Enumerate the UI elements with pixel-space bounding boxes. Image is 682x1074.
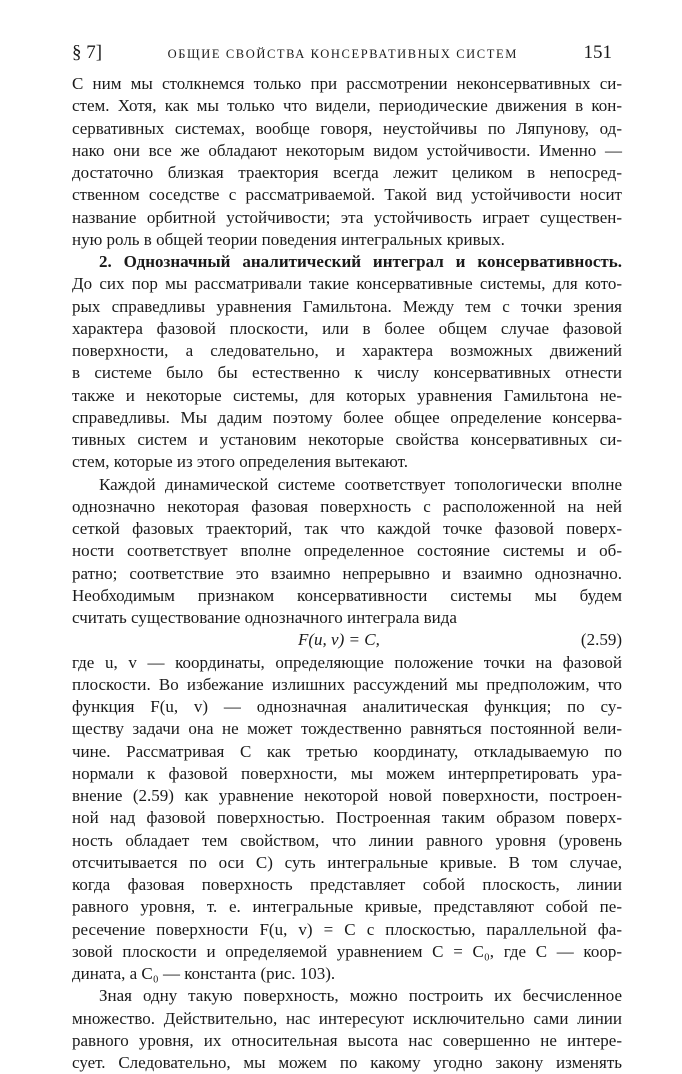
text-line: Каждой динамической системе соответствует топологически вполне: [99, 474, 622, 494]
text-line: зовой плоскости и определяемой уравнением C = C₀, где C — коор-: [72, 941, 622, 961]
text-line: множество. Действительно, нас интересуют исключительно сами линии: [72, 1008, 622, 1028]
equation-line: [72, 629, 622, 651]
body-text: [72, 73, 622, 1074]
text-line: ность обладает тем свойством, что линии равного уровня (уровень: [72, 830, 622, 850]
page-number: 151: [583, 42, 612, 63]
text-line: сервативных системах, вообще говоря, неустойчивы по Ляпунову, од-: [72, 118, 622, 138]
text-line: считать существование однозначного интеграла вида: [72, 608, 457, 627]
text-line: ной над фазовой поверхностью. Построенная таким образом поверх-: [72, 808, 622, 828]
text-line: поверхности, а следовательно, и характера возможных движений: [72, 341, 622, 360]
text-line: чине. Рассматривая C как третью координату, откладываемую по: [72, 741, 622, 761]
text-line: равного уровня, т. е. интегральные кривые, представляют собой пе-: [72, 897, 622, 917]
text-line: Необходимым признаком консервативности системы мы будем: [72, 585, 622, 605]
text-line: достаточно близкая траектория всегда лежит целиком в непосред-: [72, 163, 622, 182]
text-line: ресечение поверхности F(u, v) = C с плоскостью, параллельной фа-: [72, 919, 622, 939]
text-line: отсчитывается по оси C) суть интегральные кривые. В том случае,: [72, 852, 622, 872]
text-line: До сих пор мы рассматривали такие консервативные системы, для кото-: [72, 274, 622, 294]
equation-number: (2.59): [580, 630, 622, 650]
text-line: внение (2.59) как уравнение некоторой новой поверхности, построен-: [72, 786, 622, 805]
text-line: равного уровня, их относительная высота нас совершенно не интере-: [72, 1030, 622, 1050]
text-line: сеткой фазовых траекторий, так что каждой точке фазовой поверх-: [72, 519, 622, 538]
text-line: когда фазовая поверхность представляет собой плоскость, линии: [72, 875, 622, 894]
text-line: нако они все же обладают некоторым видом устойчивости. Именно —: [72, 140, 622, 160]
section-heading: 2. Однозначный аналитический интеграл и консервативность.: [99, 252, 622, 271]
text-line: дината, а C₀ — константа (рис. 103).: [72, 964, 336, 983]
text-line: ственном соседстве с рассматриваемой. Такой вид устойчивости носит: [72, 185, 622, 205]
text-line: стем. Хотя, как мы только что видели, периодические движения в кон-: [72, 96, 622, 116]
text-line: характера фазовой плоскости, или в более общем случае фазовой: [72, 318, 622, 338]
text-line: плоскости. Во избежание излишних рассуждений мы предположим, что: [72, 674, 622, 694]
text-line: ную роль в общей теории поведения интегральных кривых.: [72, 229, 505, 249]
text-line: ществу задачи она не может тождественно равняться постоянной вели-: [72, 719, 622, 739]
text-line: справедливы. Мы дадим поэтому более общее определение консерва-: [72, 407, 622, 427]
text-line: сует. Следовательно, мы можем по какому угодно закону изменять: [72, 1053, 622, 1072]
text-line: в системе было бы естественно к числу консервативных отнести: [72, 363, 622, 383]
equation: F(u, v) = C,: [298, 630, 380, 650]
text-line: функция F(u, v) — однозначная аналитическая функция; по су-: [72, 697, 622, 716]
text-line: ности соответствует вполне определенное состояние системы и об-: [72, 541, 622, 561]
text-line: нормали к фазовой поверхности, мы можем интерпретировать ура-: [72, 763, 622, 783]
section-marker: § 7]: [72, 42, 103, 63]
text-line: где u, v — координаты, определяющие положение точки на фазовой: [72, 652, 622, 672]
text-line: ратно; соответствие это взаимно непрерывно и взаимно однозначно.: [72, 563, 622, 583]
text-line: рых справедливы уравнения Гамильтона. Между тем с точки зрения: [72, 296, 622, 316]
text-line: Зная одну такую поверхность, можно построить их бесчисленное: [99, 986, 622, 1006]
running-header: [72, 42, 612, 68]
text-line: тивных систем и установим некоторые свойства консервативных си-: [72, 430, 622, 449]
text-line: С ним мы столкнемся только при рассмотрении неконсервативных си-: [72, 74, 622, 93]
text-line: однозначно некоторая фазовая поверхность с расположенной на ней: [72, 496, 622, 516]
text-line: также и некоторые системы, для которых уравнения Гамильтона не-: [72, 385, 622, 405]
text-line: стем, которые из этого определения вытекают.: [72, 452, 408, 472]
text-line: название орбитной устойчивости; эта устойчивость играет существен-: [72, 207, 622, 227]
running-title: ОБЩИЕ СВОЙСТВА КОНСЕРВАТИВНЫХ СИСТЕМ: [167, 47, 518, 61]
